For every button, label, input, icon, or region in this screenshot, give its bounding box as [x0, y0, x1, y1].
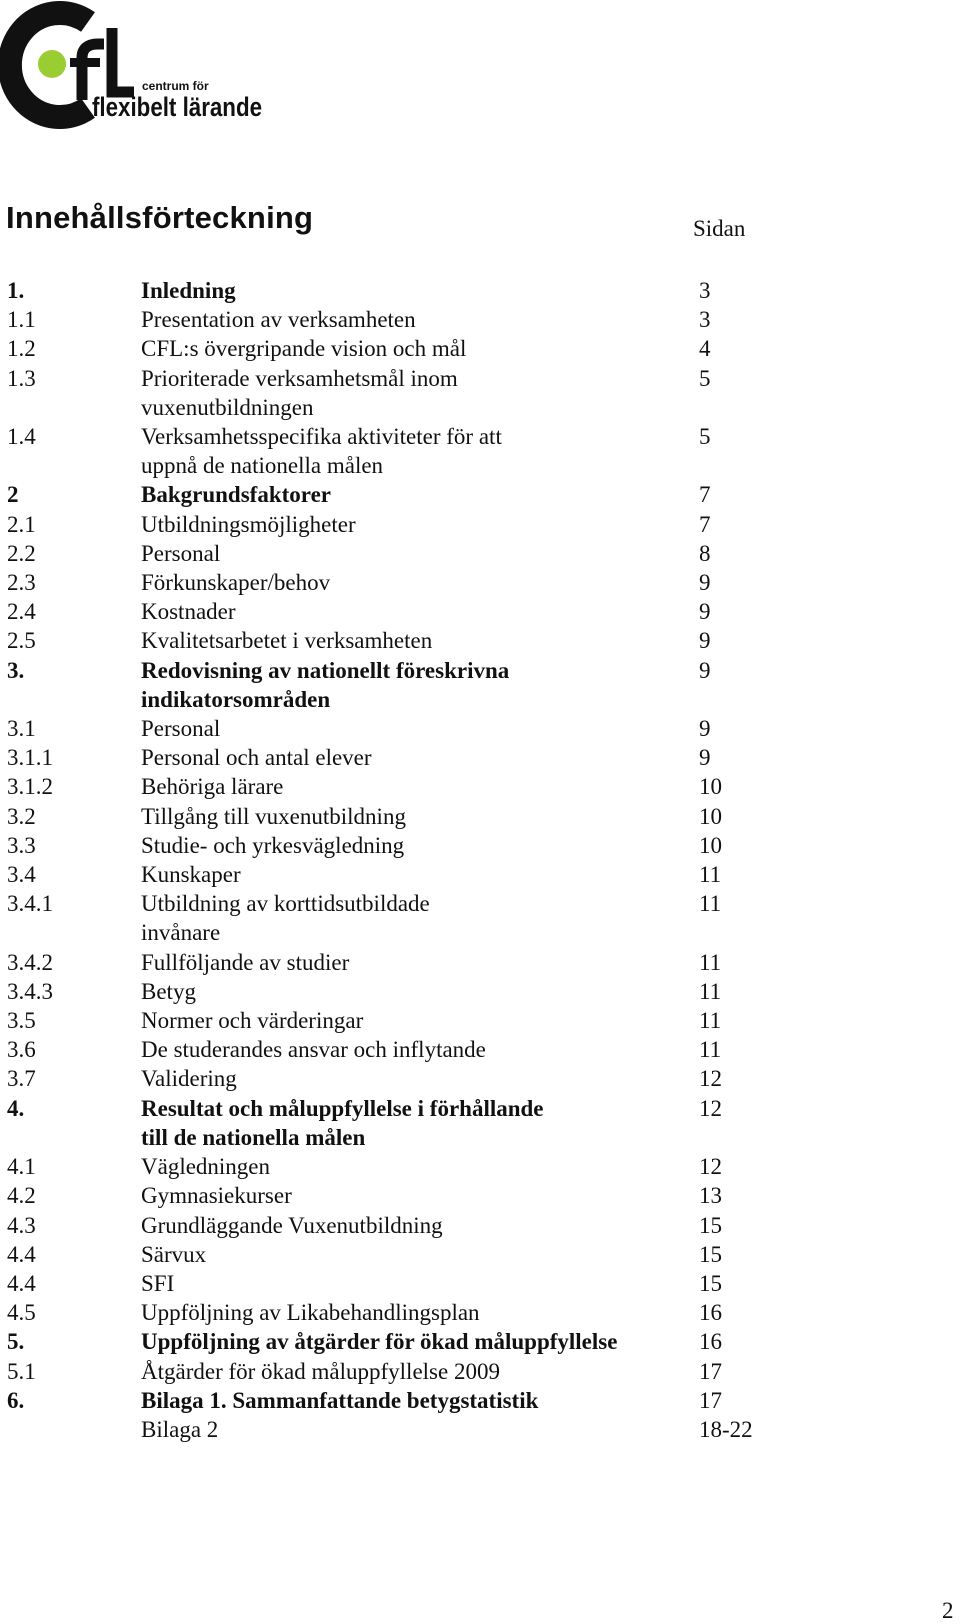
toc-entry-num: 3.1: [7, 716, 36, 742]
toc-entry-page: 11: [699, 949, 722, 975]
toc-entry-title: till de nationella målen: [141, 1124, 366, 1150]
page-column-label: Sidan: [693, 216, 746, 241]
toc-entry-title: vuxenutbildningen: [141, 394, 314, 420]
toc-entry-title: Särvux: [141, 1241, 207, 1267]
toc-entry-page: 5: [699, 424, 711, 450]
toc-entry-num: 1.3: [7, 365, 36, 391]
toc-entry: [7, 743, 787, 772]
toc-entry-title: Bilaga 1. Sammanfattande betygstatistik: [141, 1387, 539, 1413]
page-title: Innehållsförteckning: [6, 200, 314, 235]
toc-entry-num: 2.1: [7, 511, 36, 537]
toc-entry-page: 5: [699, 365, 711, 391]
toc-entry-num: 3.: [7, 657, 25, 683]
toc-entry-num: 1.1: [7, 307, 36, 333]
toc-entry: [7, 597, 787, 626]
toc-entry-title: Fullföljande av studier: [141, 949, 350, 975]
toc-entry-title: Verksamhetsspecifika aktiviteter för att: [141, 424, 502, 450]
toc-entry-page: 9: [699, 657, 711, 683]
toc-entry: [7, 1006, 787, 1035]
toc-entry-page: 4: [699, 336, 711, 362]
toc-entry-title: SFI: [141, 1270, 175, 1296]
toc-entry-num: 3.4: [7, 862, 36, 888]
toc-entry-num: 1.4: [7, 424, 36, 450]
toc-entry: [7, 305, 787, 334]
toc-entry: [7, 918, 787, 947]
toc-entry: [7, 1269, 787, 1298]
toc-entry-page: 13: [699, 1183, 722, 1209]
toc-entry-title: Gymnasiekurser: [141, 1183, 292, 1209]
toc-entry-page: 3: [699, 278, 711, 303]
toc-entry-num: [7, 685, 141, 714]
toc-entry-num: 4.4: [7, 1241, 36, 1267]
toc-entry: [7, 1123, 787, 1152]
toc-entry-num: 4.2: [7, 1183, 36, 1209]
toc-entry: [7, 1064, 787, 1093]
toc-entry-num: 4.5: [7, 1300, 36, 1326]
toc-entry-page: 15: [699, 1270, 722, 1296]
toc-entry-title: Prioriterade verksamhetsmål inom: [141, 365, 458, 391]
toc-entry: [7, 422, 787, 451]
toc-entry-title: invånare: [141, 920, 221, 946]
toc-entry-title: Personal: [141, 540, 221, 566]
page-number: 2: [942, 1598, 954, 1623]
toc-entry-page: [699, 1123, 779, 1152]
toc-entry-num: 4.3: [7, 1212, 36, 1238]
toc-entry-num: 3.4.2: [7, 949, 53, 975]
toc-entry-page: 15: [699, 1241, 722, 1267]
toc-entry-num: [7, 918, 141, 947]
toc-entry-title: Presentation av verksamheten: [141, 307, 416, 333]
toc-entry-title: Förkunskaper/behov: [141, 570, 331, 596]
toc-entry-title: Åtgärder för ökad måluppfyllelse 2009: [141, 1358, 500, 1384]
toc-entry: [7, 685, 787, 714]
toc-entry: [7, 1211, 787, 1240]
toc-entry-page: 12: [699, 1095, 722, 1121]
toc-entry-page: 11: [699, 891, 722, 917]
toc-entry-num: [7, 1415, 141, 1444]
toc-entry-title: Bakgrundsfaktorer: [141, 482, 331, 508]
toc-entry-page: 17: [699, 1358, 722, 1384]
toc-entry-page: 9: [699, 599, 711, 625]
toc-entry-page: 8: [699, 540, 711, 566]
toc-entry-num: 3.1.1: [7, 745, 53, 771]
toc-entry-title: Tillgång till vuxenutbildning: [141, 803, 406, 829]
toc-entry-title: Utbildning av korttidsutbildade: [141, 891, 430, 917]
toc-entry-num: 3.7: [7, 1066, 36, 1092]
toc-entry-page: 11: [699, 1008, 722, 1034]
toc-entry: [7, 539, 787, 568]
toc-entry: [7, 1094, 787, 1123]
table-of-contents: [7, 276, 787, 1444]
toc-entry-num: 4.1: [7, 1154, 36, 1180]
toc-entry: [7, 1386, 787, 1415]
toc-entry: [7, 860, 787, 889]
toc-entry-num: 3.4.1: [7, 891, 53, 917]
svg-text:flexibelt lärande: flexibelt lärande: [92, 92, 262, 122]
toc-entry: [7, 889, 787, 918]
toc-entry-title: Kostnader: [141, 599, 236, 625]
toc-entry-title: Uppföljning av Likabehandlingsplan: [141, 1300, 480, 1326]
toc-entry-title: Personal och antal elever: [141, 745, 372, 771]
toc-entry-page: 7: [699, 511, 711, 537]
toc-entry-page: 11: [699, 978, 722, 1004]
toc-entry-title: Normer och värderingar: [141, 1008, 364, 1034]
toc-entry: [7, 1415, 787, 1444]
toc-entry: [7, 831, 787, 860]
toc-entry: [7, 364, 787, 393]
toc-entry-title: Grundläggande Vuxenutbildning: [141, 1212, 443, 1238]
toc-entry-page: 15: [699, 1212, 722, 1238]
toc-entry-num: 3.6: [7, 1037, 36, 1063]
toc-entry-num: 3.5: [7, 1008, 36, 1034]
toc-entry: [7, 393, 787, 422]
toc-entry-page: 17: [699, 1387, 722, 1413]
toc-entry-title: CFL:s övergripande vision och mål: [141, 336, 467, 362]
toc-entry-num: [7, 451, 141, 480]
toc-entry-title: uppnå de nationella målen: [141, 453, 384, 479]
toc-entry-num: 2.5: [7, 628, 36, 654]
toc-entry: [7, 1035, 787, 1064]
toc-entry-page: 3: [699, 307, 711, 333]
toc-entry-num: [7, 1123, 141, 1152]
toc-entry: [7, 1357, 787, 1386]
toc-entry-page: [699, 918, 779, 947]
toc-entry-page: 9: [699, 570, 711, 596]
toc-entry-page: [699, 393, 779, 422]
toc-entry-num: 2.4: [7, 599, 36, 625]
toc-entry-page: 10: [699, 832, 722, 858]
toc-entry: [7, 1327, 787, 1356]
toc-entry: [7, 802, 787, 831]
toc-entry-title: indikatorsområden: [141, 686, 331, 712]
toc-entry-page: 11: [699, 1037, 722, 1063]
toc-entry: [7, 948, 787, 977]
toc-entry-page: 18-22: [699, 1416, 753, 1442]
toc-entry: [7, 772, 787, 801]
toc-entry-page: 9: [699, 716, 711, 742]
toc-entry-title: Personal: [141, 716, 221, 742]
toc-entry-num: 2.2: [7, 540, 36, 566]
toc-entry-title: Studie- och yrkesvägledning: [141, 832, 405, 858]
toc-entry-page: 16: [699, 1329, 722, 1355]
toc-entry-page: 10: [699, 774, 722, 800]
toc-entry-num: 3.2: [7, 803, 36, 829]
toc-entry: [7, 1298, 787, 1327]
toc-entry-page: 12: [699, 1154, 722, 1180]
toc-entry: [7, 626, 787, 655]
toc-entry-page: [699, 451, 779, 480]
toc-entry-title: Redovisning av nationellt föreskrivna: [141, 657, 510, 683]
toc-entry-num: 2.3: [7, 570, 36, 596]
toc-entry-page: 7: [699, 482, 711, 508]
toc-entry-title: Bilaga 2: [141, 1416, 219, 1442]
toc-entry-num: 3.3: [7, 832, 36, 858]
toc-entry-num: 6.: [7, 1387, 25, 1413]
toc-entry: [7, 334, 787, 363]
toc-entry-title: Betyg: [141, 978, 196, 1004]
toc-entry-num: 4.: [7, 1095, 25, 1121]
toc-entry-page: 11: [699, 862, 722, 888]
toc-entry-title: Utbildningsmöjligheter: [141, 511, 356, 537]
cfl-logo: [0, 0, 270, 130]
toc-entry-num: 4.4: [7, 1270, 36, 1296]
toc-entry: [7, 714, 787, 743]
svg-text:centrum för: centrum för: [142, 79, 209, 93]
toc-entry-title: Validering: [141, 1066, 237, 1092]
toc-entry-title: Kunskaper: [141, 862, 241, 888]
toc-entry-title: Inledning: [141, 278, 236, 303]
toc-entry-title: Uppföljning av åtgärder för ökad måluppfyllelse: [141, 1329, 618, 1355]
toc-entry: [7, 480, 787, 509]
toc-entry: [7, 656, 787, 685]
toc-entry: [7, 977, 787, 1006]
toc-entry: [7, 451, 787, 480]
toc-entry-page: 9: [699, 628, 711, 654]
toc-entry-num: 1.2: [7, 336, 36, 362]
toc-entry-title: Kvalitetsarbetet i verksamheten: [141, 628, 433, 654]
toc-entry: [7, 1152, 787, 1181]
toc-entry: [7, 276, 787, 305]
toc-entry: [7, 1181, 787, 1210]
toc-entry-page: [699, 685, 779, 714]
toc-entry-title: Resultat och måluppfyllelse i förhållande: [141, 1095, 544, 1121]
toc-entry-page: 10: [699, 803, 722, 829]
toc-entry-num: 2: [7, 482, 19, 508]
toc-entry-page: 12: [699, 1066, 722, 1092]
toc-entry-page: 9: [699, 745, 711, 771]
toc-entry: [7, 568, 787, 597]
toc-entry-title: De studerandes ansvar och inflytande: [141, 1037, 486, 1063]
toc-entry-num: 5.: [7, 1329, 25, 1355]
toc-entry: [7, 510, 787, 539]
toc-entry: [7, 1240, 787, 1269]
toc-entry-num: 1.: [7, 278, 25, 303]
toc-entry-num: 3.1.2: [7, 774, 53, 800]
toc-entry-num: [7, 393, 141, 422]
toc-entry-num: 3.4.3: [7, 978, 53, 1004]
toc-entry-title: Behöriga lärare: [141, 774, 284, 800]
toc-entry-title: Vägledningen: [141, 1154, 271, 1180]
toc-entry-num: 5.1: [7, 1358, 36, 1384]
toc-entry-page: 16: [699, 1300, 722, 1326]
